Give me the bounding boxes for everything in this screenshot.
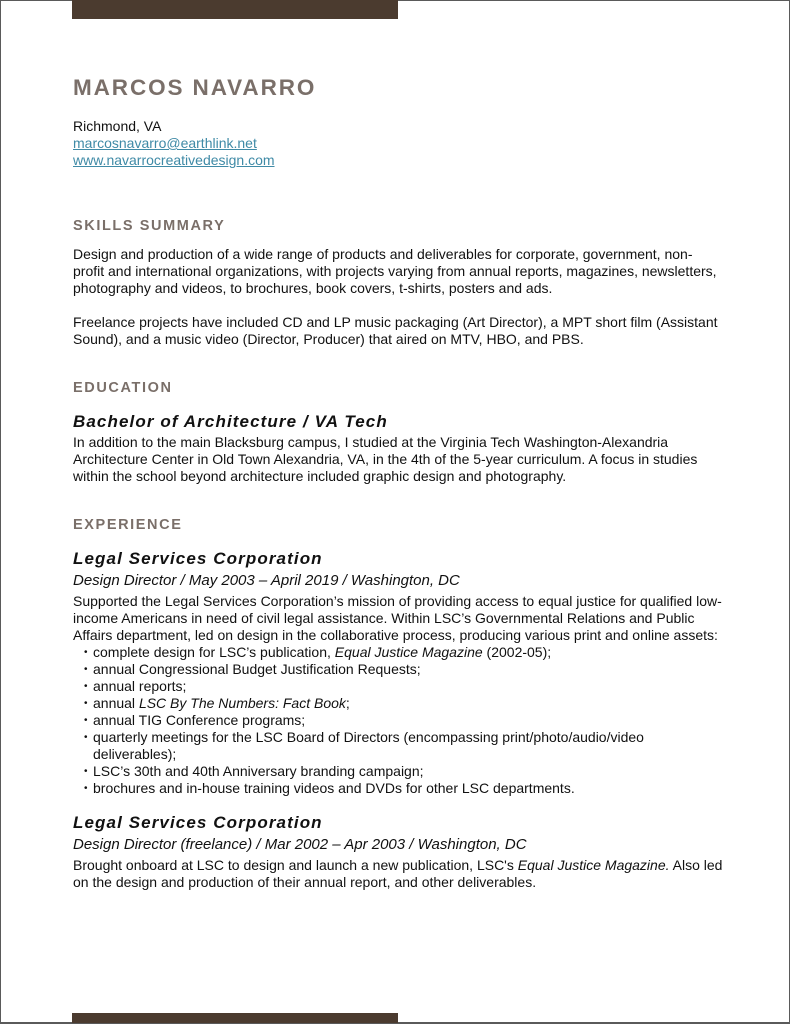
bullet-text: annual TIG Conference programs;: [93, 712, 306, 728]
job-organization: Legal Services Corporation: [73, 549, 323, 568]
top-accent-bar: [72, 0, 398, 19]
job-role: Design Director / May 2003 – April 2019 / Washington, DC: [73, 572, 460, 589]
section-title-skills: SKILLS SUMMARY: [73, 218, 226, 234]
job-bullet-list: [73, 644, 723, 797]
list-item: [81, 695, 723, 712]
bullet-text: quarterly meetings for the LSC Board of Directors (encompassing print/photo/audio/video deliverables);: [93, 729, 644, 762]
bullet-text: annual Congressional Budget Justification Requests;: [93, 661, 421, 677]
list-item: [81, 678, 723, 695]
bullet-text: ;: [345, 695, 350, 711]
email-link[interactable]: marcosnavarro@earthlink.net: [73, 135, 257, 151]
job-entry: [73, 812, 723, 891]
candidate-name: MARCOS NAVARRO: [73, 75, 317, 100]
website-link[interactable]: www.navarrocreativedesign.com: [73, 152, 275, 168]
bullet-text: complete design for LSC’s publication,: [93, 644, 335, 660]
skills-paragraph: Design and production of a wide range of products and deliverables for corporate, government, non-profit and international organizations, with projects varying from annual reports, magazines, newsletters, photography and videos, to brochures, book covers, t-shirts, posters and ads.: [73, 246, 717, 296]
list-item: [81, 763, 723, 780]
bullet-emphasis: Equal Justice Magazine: [334, 644, 483, 660]
skills-paragraph: Freelance projects have included CD and LP music packaging (Art Director), a MPT short film (Assistant Sound), and a music video (Director, Producer) that aired on MTV, HBO, and PBS.: [73, 314, 718, 347]
section-title-experience: EXPERIENCE: [73, 517, 183, 533]
education-description: In addition to the main Blacksburg campus, I studied at the Virginia Tech Washington-Alexandria Architecture Center in Old Town Alexandria, VA, in the 4th of the 5-year curriculum. A focus in studies within the school beyond architecture included graphic design and photography.: [73, 434, 698, 484]
list-item: [81, 644, 723, 661]
resume-content: [73, 74, 723, 891]
description-emphasis: Equal Justice Magazine.: [517, 857, 670, 873]
description-text: Also led on the design and production of their annual report, and other deliverables.: [73, 857, 723, 890]
contact-block: [73, 118, 723, 169]
bullet-text: (2002-05);: [482, 644, 552, 660]
job-role: Design Director (freelance) / Mar 2002 – Apr 2003 / Washington, DC: [73, 836, 527, 853]
location: Richmond, VA: [73, 118, 162, 134]
job-organization: Legal Services Corporation: [73, 813, 323, 832]
description-text: Brought onboard at LSC to design and launch a new publication, LSC's: [73, 857, 518, 873]
bullet-text: annual: [93, 695, 139, 711]
section-title-education: EDUCATION: [73, 380, 173, 396]
bottom-accent-bar: [72, 1013, 398, 1023]
list-item: [81, 661, 723, 678]
degree-title: Bachelor of Architecture / VA Tech: [73, 412, 388, 431]
list-item: [81, 780, 723, 797]
bullet-text: brochures and in-house training videos and DVDs for other LSC departments.: [93, 780, 575, 796]
job-entry: [73, 548, 723, 797]
job-description: [73, 857, 723, 891]
bullet-text: LSC’s 30th and 40th Anniversary branding campaign;: [93, 763, 424, 779]
bullet-text: annual reports;: [93, 678, 187, 694]
list-item: [81, 712, 723, 729]
bullet-emphasis: LSC By The Numbers: Fact Book: [138, 695, 346, 711]
job-description: Supported the Legal Services Corporation’s mission of providing access to equal justice for qualified low-income Americans in need of civil legal assistance. Within LSC’s Governmental Relations and Public Affairs department, led on design in the collaborative process, producing various print and online assets:: [73, 593, 722, 643]
list-item: [81, 729, 723, 763]
